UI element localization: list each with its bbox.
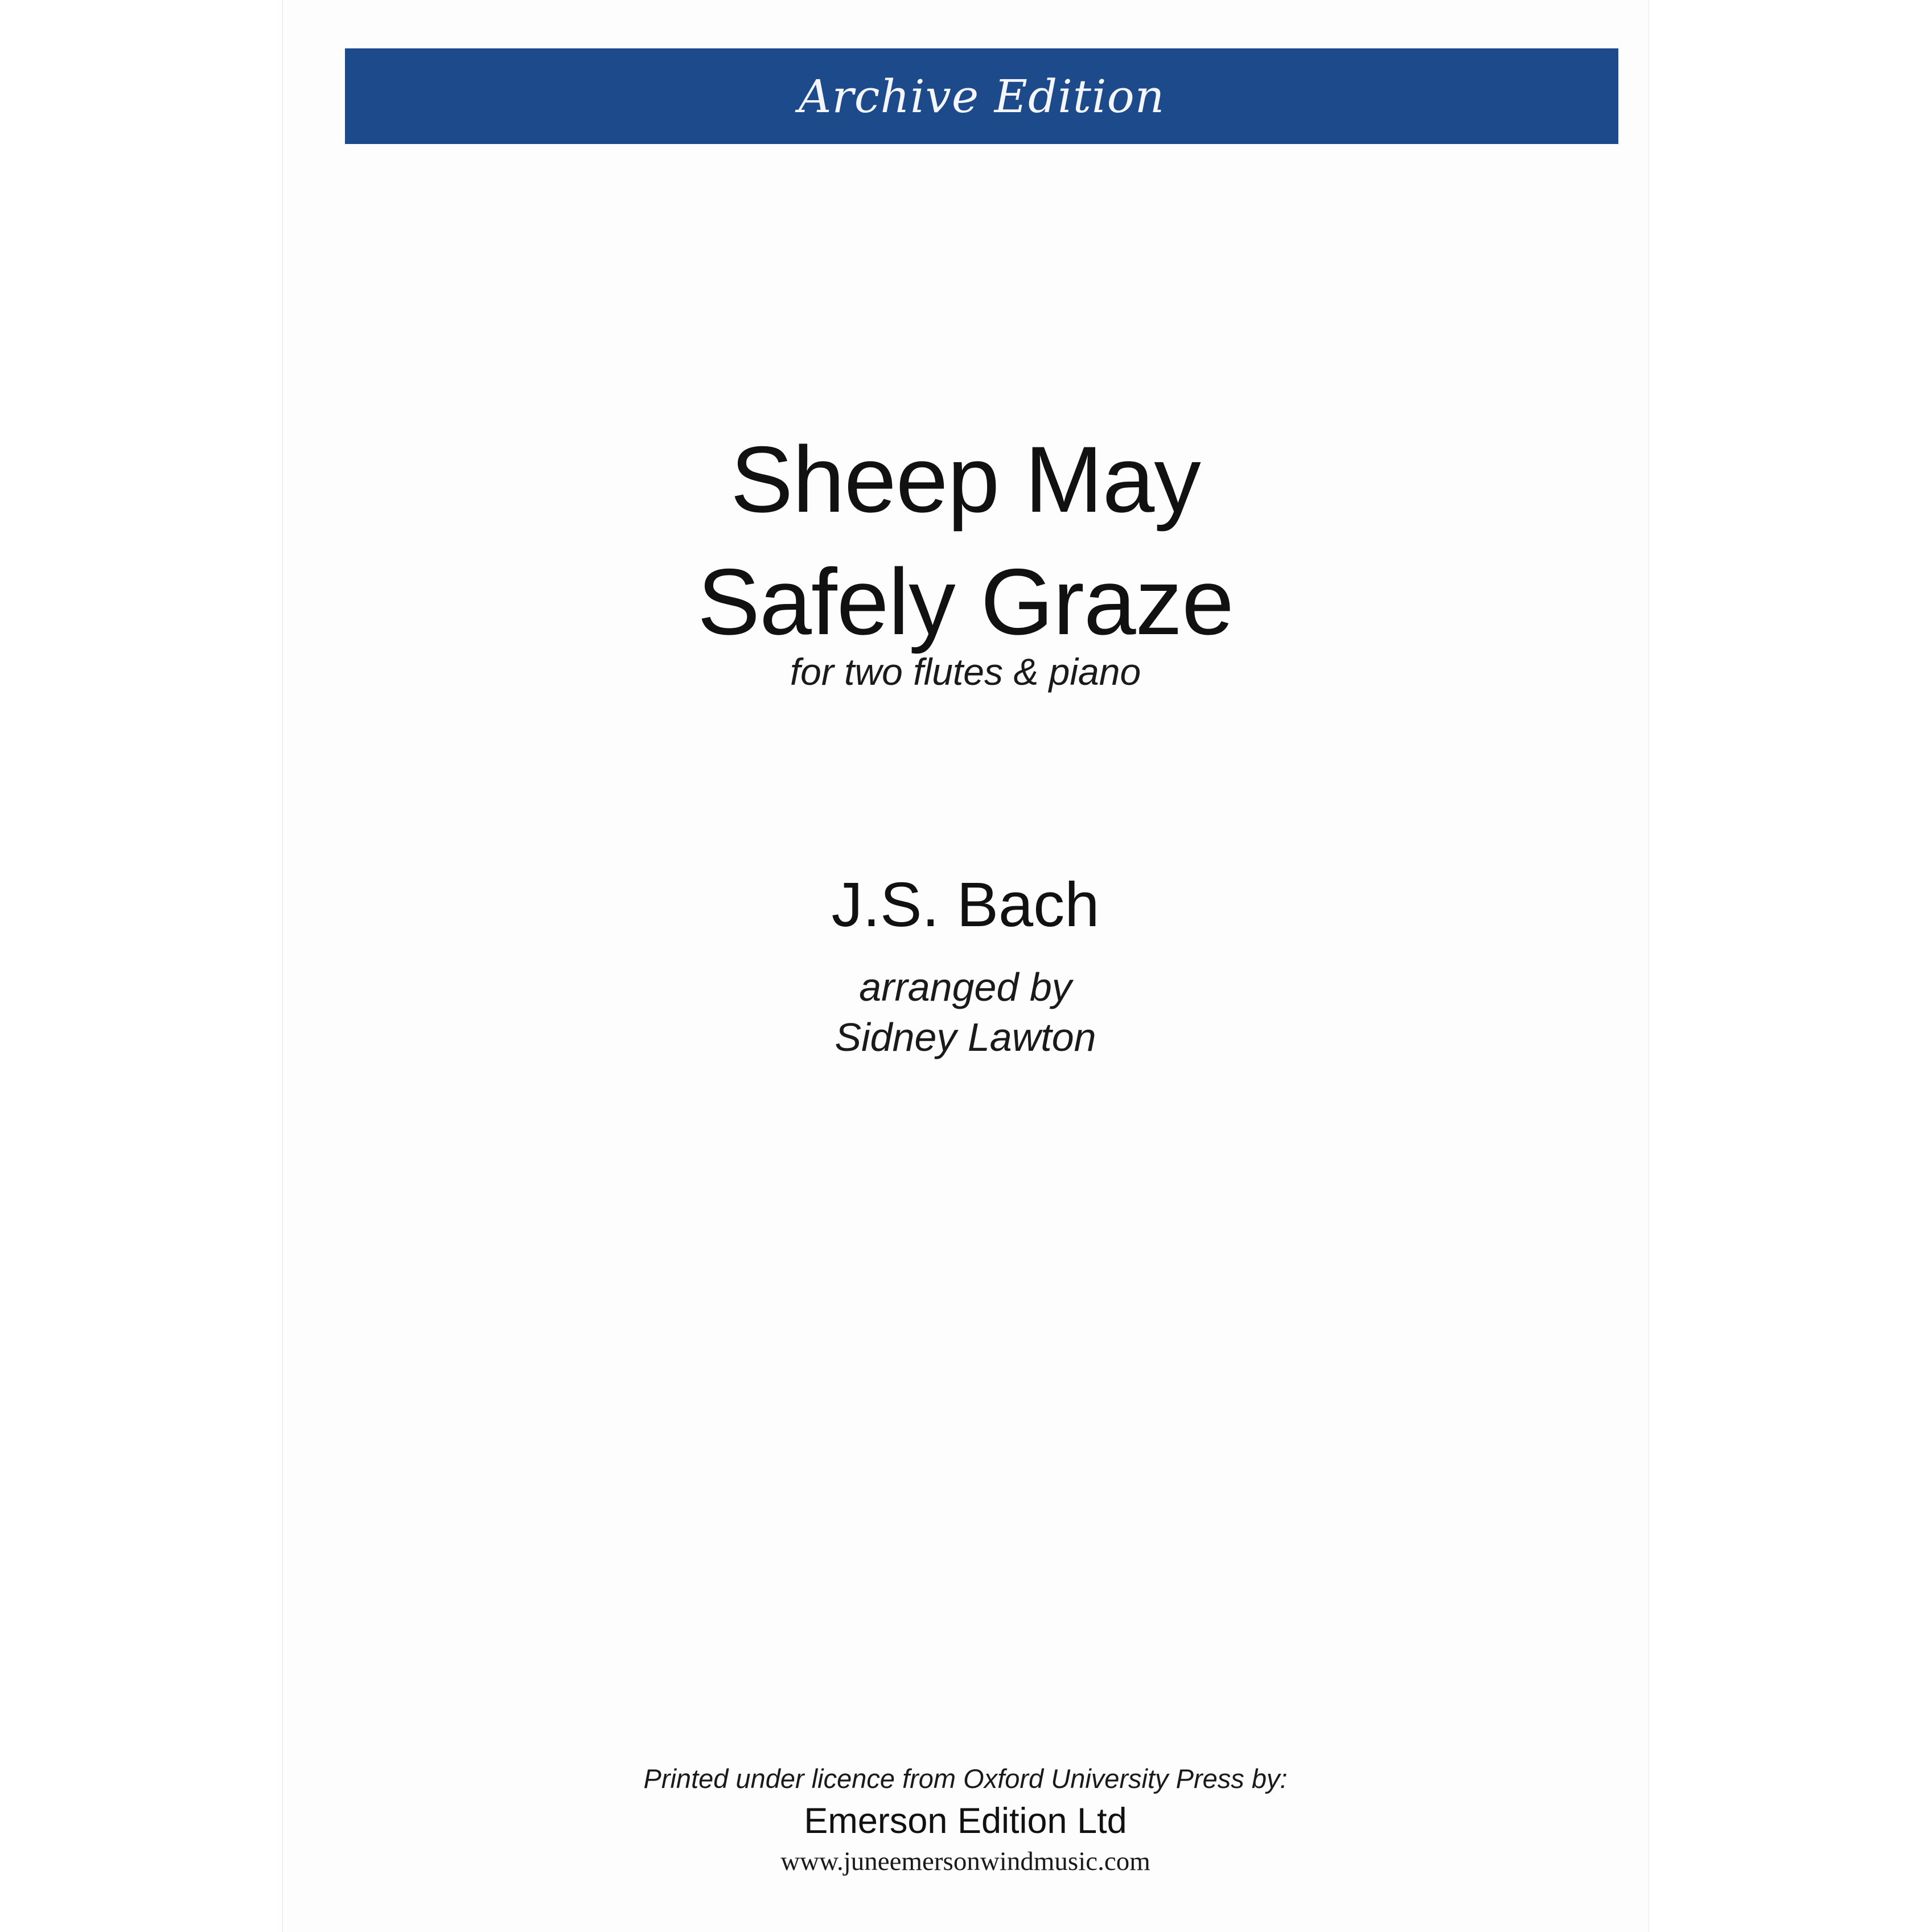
- title-line-1: Sheep May: [730, 427, 1201, 532]
- instrumentation: for two flutes & piano: [790, 651, 1141, 693]
- licence-notice: Printed under licence from Oxford University Press by:: [643, 1764, 1288, 1794]
- arranger-credit: [283, 962, 1648, 1062]
- title-line-2: Safely Graze: [697, 549, 1234, 654]
- work-title: [283, 418, 1648, 663]
- edition-label: Archive Edition: [798, 69, 1165, 123]
- composer-name: J.S. Bach: [831, 870, 1100, 940]
- publisher-url: www.juneemersonwindmusic.com: [780, 1847, 1150, 1876]
- edition-banner: [345, 48, 1618, 144]
- publisher-name: Emerson Edition Ltd: [804, 1801, 1127, 1841]
- arranger-prefix: arranged by: [859, 965, 1072, 1009]
- arranger-name: Sidney Lawton: [835, 1015, 1096, 1059]
